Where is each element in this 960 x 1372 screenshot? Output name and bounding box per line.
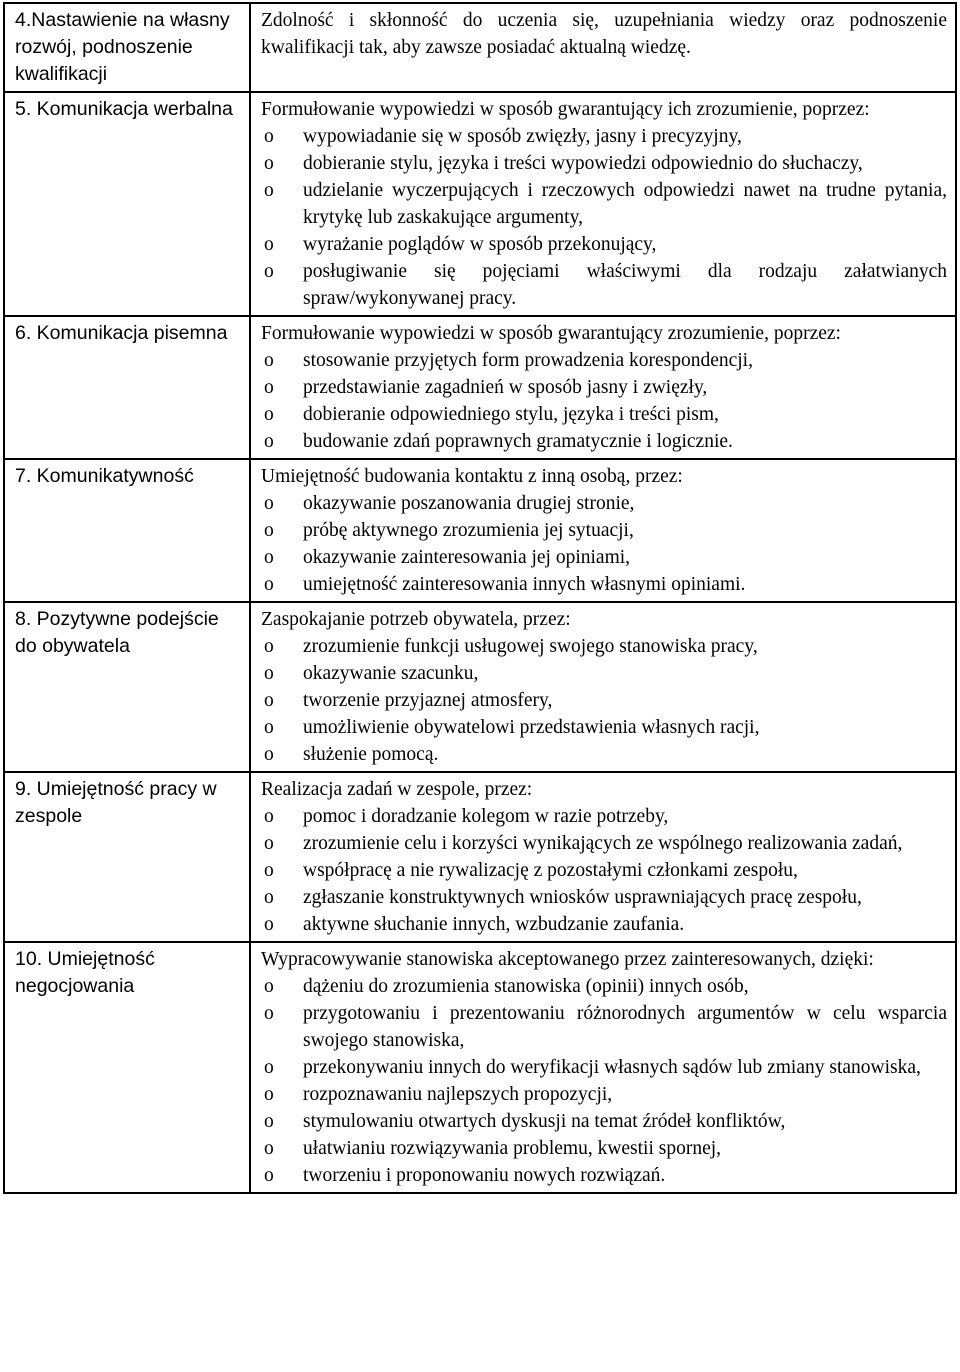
list-item <box>261 1108 947 1135</box>
circle-bullet-icon: o <box>264 976 274 997</box>
competency-description <box>250 316 956 459</box>
competency-item-list <box>261 973 947 1189</box>
competency-intro: Realizacja zadań w zespole, przez: <box>261 779 533 800</box>
list-item-text: wypowiadanie się w sposób zwięzły, jasny i precyzyjny, <box>303 126 742 147</box>
circle-bullet-icon: o <box>264 377 274 398</box>
circle-bullet-icon: o <box>264 636 274 657</box>
list-item <box>261 687 947 714</box>
list-item-text: zrozumienie celu i korzyści wynikających ze wspólnego realizowania zadań, <box>303 833 903 854</box>
competency-description <box>250 459 956 602</box>
list-item <box>261 830 947 857</box>
list-item <box>261 741 947 768</box>
list-item <box>261 973 947 1000</box>
competency-row <box>4 3 956 92</box>
competency-row <box>4 459 956 602</box>
competency-item-list <box>261 633 947 768</box>
circle-bullet-icon: o <box>264 914 274 935</box>
circle-bullet-icon: o <box>264 431 274 452</box>
list-item <box>261 633 947 660</box>
circle-bullet-icon: o <box>264 180 274 201</box>
list-item <box>261 714 947 741</box>
list-item-text: przekonywaniu innych do weryfikacji własnych sądów lub zmiany stanowiska, <box>303 1057 921 1078</box>
circle-bullet-icon: o <box>264 887 274 908</box>
list-item-text: posługiwanie się pojęciami właściwymi dla rodzaju załatwianych spraw/wykonywanej pracy. <box>303 261 947 309</box>
competency-description <box>250 92 956 316</box>
competency-name: 6. Komunikacja pisemna <box>4 316 250 459</box>
list-item-text: okazywanie szacunku, <box>303 663 479 684</box>
circle-bullet-icon: o <box>264 547 274 568</box>
list-item <box>261 490 947 517</box>
list-item <box>261 150 947 177</box>
list-item <box>261 1081 947 1108</box>
competency-item-list <box>261 803 947 938</box>
list-item <box>261 428 947 455</box>
competency-description <box>250 942 956 1193</box>
competency-name: 10. Umiejętność negocjowania <box>4 942 250 1193</box>
circle-bullet-icon: o <box>264 1057 274 1078</box>
list-item-text: współpracę a nie rywalizację z pozostałymi członkami zespołu, <box>303 860 798 881</box>
list-item-text: tworzeniu i proponowaniu nowych rozwiązań. <box>303 1165 666 1186</box>
list-item-text: tworzenie przyjaznej atmosfery, <box>303 690 553 711</box>
list-item-text: pomoc i doradzanie kolegom w razie potrzeby, <box>303 806 669 827</box>
list-item-text: dobieranie odpowiedniego stylu, języka i treści pism, <box>303 404 719 425</box>
competency-table-body <box>4 3 956 1193</box>
circle-bullet-icon: o <box>264 663 274 684</box>
circle-bullet-icon: o <box>264 153 274 174</box>
list-item-text: ułatwianiu rozwiązywania problemu, kwestii spornej, <box>303 1138 722 1159</box>
competency-item-list <box>261 123 947 312</box>
competency-item-list <box>261 490 947 598</box>
competency-description <box>250 772 956 942</box>
circle-bullet-icon: o <box>264 717 274 738</box>
list-item <box>261 544 947 571</box>
circle-bullet-icon: o <box>264 520 274 541</box>
competency-name: 5. Komunikacja werbalna <box>4 92 250 316</box>
circle-bullet-icon: o <box>264 574 274 595</box>
competency-row <box>4 942 956 1193</box>
circle-bullet-icon: o <box>264 690 274 711</box>
competency-intro: Wypracowywanie stanowiska akceptowanego przez zainteresowanych, dzięki: <box>261 949 874 970</box>
circle-bullet-icon: o <box>264 234 274 255</box>
circle-bullet-icon: o <box>264 806 274 827</box>
circle-bullet-icon: o <box>264 126 274 147</box>
circle-bullet-icon: o <box>264 493 274 514</box>
competency-name: 9. Umiejętność pracy w zespole <box>4 772 250 942</box>
list-item-text: dobieranie stylu, języka i treści wypowiedzi odpowiednio do słuchaczy, <box>303 153 863 174</box>
circle-bullet-icon: o <box>264 1111 274 1132</box>
list-item-text: aktywne słuchanie innych, wzbudzanie zaufania. <box>303 914 685 935</box>
list-item-text: rozpoznawaniu najlepszych propozycji, <box>303 1084 613 1105</box>
list-item-text: udzielanie wyczerpujących i rzeczowych odpowiedzi nawet na trudne pytania, krytykę lub zaskakujące argumenty, <box>303 180 947 228</box>
list-item-text: stosowanie przyjętych form prowadzenia korespondencji, <box>303 350 753 371</box>
competency-intro: Formułowanie wypowiedzi w sposób gwarantujący zrozumienie, poprzez: <box>261 323 841 344</box>
list-item-text: zrozumienie funkcji usługowej swojego stanowiska pracy, <box>303 636 758 657</box>
list-item <box>261 803 947 830</box>
list-item-text: przedstawianie zagadnień w sposób jasny i zwięzły, <box>303 377 708 398</box>
list-item <box>261 1135 947 1162</box>
circle-bullet-icon: o <box>264 1084 274 1105</box>
list-item <box>261 123 947 150</box>
list-item <box>261 1054 947 1081</box>
circle-bullet-icon: o <box>264 1165 274 1186</box>
circle-bullet-icon: o <box>264 1138 274 1159</box>
list-item-text: wyrażanie poglądów w sposób przekonujący, <box>303 234 657 255</box>
list-item <box>261 231 947 258</box>
competency-description <box>250 602 956 772</box>
list-item <box>261 177 947 231</box>
circle-bullet-icon: o <box>264 860 274 881</box>
list-item <box>261 884 947 911</box>
list-item <box>261 517 947 544</box>
competency-intro: Zdolność i skłonność do uczenia się, uzupełniania wiedzy oraz podnoszenie kwalifikacji tak, aby zawsze posiadać aktualną wiedzę. <box>261 10 947 58</box>
circle-bullet-icon: o <box>264 261 274 282</box>
list-item <box>261 1162 947 1189</box>
circle-bullet-icon: o <box>264 350 274 371</box>
list-item <box>261 911 947 938</box>
list-item-text: stymulowaniu otwartych dyskusji na temat źródeł konfliktów, <box>303 1111 786 1132</box>
list-item <box>261 258 947 312</box>
list-item-text: budowanie zdań poprawnych gramatycznie i logicznie. <box>303 431 733 452</box>
competency-description <box>250 3 956 92</box>
competency-table <box>3 2 957 1194</box>
competency-row <box>4 602 956 772</box>
competency-intro: Umiejętność budowania kontaktu z inną osobą, przez: <box>261 466 683 487</box>
circle-bullet-icon: o <box>264 1003 274 1024</box>
document-page <box>3 2 957 1194</box>
list-item-text: dążeniu do zrozumienia stanowiska (opinii) innych osób, <box>303 976 749 997</box>
circle-bullet-icon: o <box>264 404 274 425</box>
list-item <box>261 1000 947 1054</box>
list-item-text: okazywanie zainteresowania jej opiniami, <box>303 547 631 568</box>
competency-name: 7. Komunikatywność <box>4 459 250 602</box>
list-item-text: okazywanie poszanowania drugiej stronie, <box>303 493 635 514</box>
list-item-text: zgłaszanie konstruktywnych wniosków usprawniających pracę zespołu, <box>303 887 862 908</box>
list-item <box>261 571 947 598</box>
competency-row <box>4 772 956 942</box>
competency-name: 8. Pozytywne podejście do obywatela <box>4 602 250 772</box>
list-item <box>261 374 947 401</box>
list-item-text: służenie pomocą. <box>303 744 439 765</box>
circle-bullet-icon: o <box>264 833 274 854</box>
list-item <box>261 857 947 884</box>
list-item <box>261 401 947 428</box>
list-item-text: przygotowaniu i prezentowaniu różnorodnych argumentów w celu wsparcia swojego stanowiska, <box>303 1003 947 1051</box>
competency-item-list <box>261 347 947 455</box>
competency-intro: Zaspokajanie potrzeb obywatela, przez: <box>261 609 571 630</box>
competency-row <box>4 316 956 459</box>
list-item-text: próbę aktywnego zrozumienia jej sytuacji, <box>303 520 634 541</box>
list-item-text: umiejętność zainteresowania innych własnymi opiniami. <box>303 574 746 595</box>
list-item <box>261 347 947 374</box>
list-item-text: umożliwienie obywatelowi przedstawienia własnych racji, <box>303 717 760 738</box>
circle-bullet-icon: o <box>264 744 274 765</box>
list-item <box>261 660 947 687</box>
competency-row <box>4 92 956 316</box>
competency-name: 4.Nastawienie na własny rozwój, podnoszenie kwalifikacji <box>4 3 250 92</box>
competency-intro: Formułowanie wypowiedzi w sposób gwarantujący ich zrozumienie, poprzez: <box>261 99 870 120</box>
